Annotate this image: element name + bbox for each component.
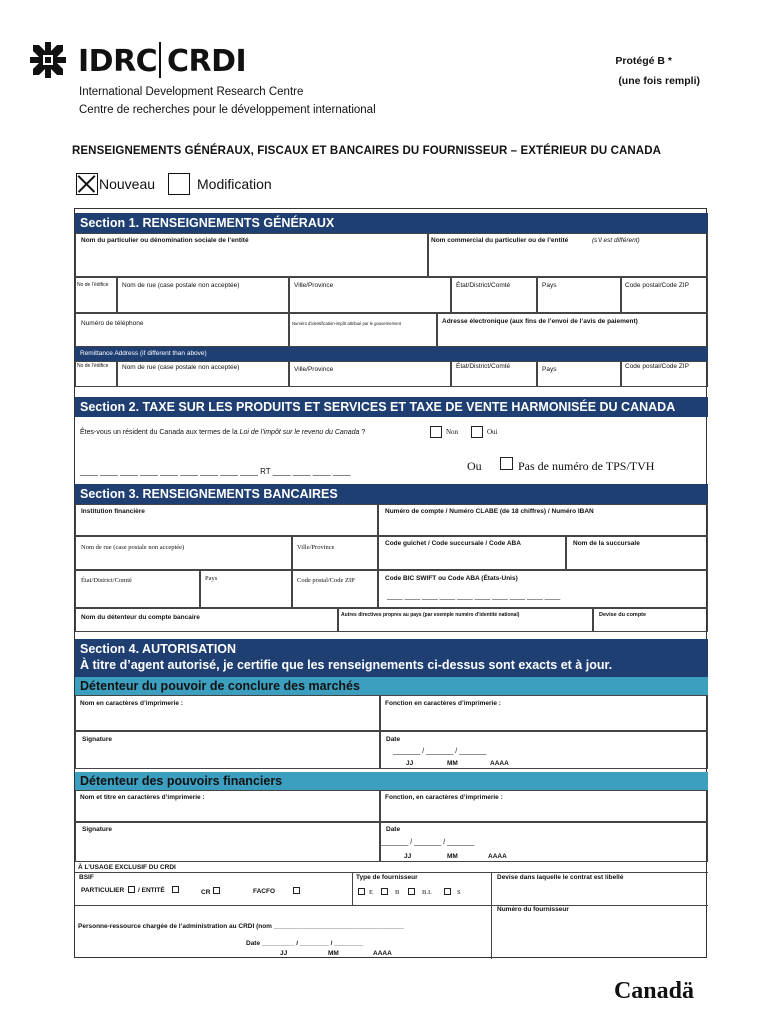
id-impot-label: Numéro d’identification-impôt attribué par le gouvernement [292, 321, 401, 326]
devise-compte-field[interactable] [593, 608, 708, 632]
resident-question-a: Êtes-vous un résident du Canada aux termes de la [80, 429, 240, 436]
usage-vline-1 [352, 872, 353, 905]
bank-pays-label: Pays [205, 575, 218, 582]
compte-label: Numéro de compte / Numéro CLABE (de 18 chiffres) / Numéro IBAN [385, 508, 594, 515]
usage-title: À L’USAGE EXCLUSIF DU CRDI [78, 864, 176, 871]
protection-level: Protégé B * [615, 55, 672, 67]
cr-label: CR [201, 889, 211, 896]
rt-number-line[interactable]: ____ ____ ____ ____ ____ ____ ____ ____ ____ RT ____ ____ ____ ____ [80, 467, 351, 476]
nom-succursale-label: Nom de la succursale [573, 540, 640, 547]
logo-idrc: IDRC [78, 44, 158, 79]
type-b-checkbox[interactable] [381, 888, 388, 895]
financiers-subheader: Détenteur des pouvoirs financiers [75, 772, 708, 790]
marches-fonction-label: Fonction en caractères d’imprimerie : [385, 700, 501, 707]
financiers-date-field[interactable] [380, 822, 708, 862]
usage-jj: JJ [280, 950, 288, 957]
nom-particulier-field[interactable] [75, 233, 428, 277]
modification-label: Modification [197, 176, 272, 192]
marches-subheader: Détenteur du pouvoir de conclure des marchés [75, 677, 708, 695]
pas-tps-checkbox[interactable] [500, 457, 513, 470]
section-2-header: Section 2. TAXE SUR LES PRODUITS ET SERVICES ET TAXE DE VENTE HARMONISÉE DU CANADA [75, 397, 708, 417]
cr-checkbox[interactable] [213, 887, 220, 894]
financiers-nom-field[interactable] [75, 790, 380, 822]
section-4-header [75, 639, 708, 677]
bank-etat-label: État/District/Comté [81, 577, 132, 584]
marches-date-field[interactable] [380, 731, 708, 769]
type-bi-checkbox[interactable] [408, 888, 415, 895]
detenteur-label: Nom du détenteur du compte bancaire [81, 614, 200, 621]
no-edifice-field[interactable] [75, 277, 117, 313]
devise-compte-label: Devise du compte [599, 612, 647, 618]
bank-etat-field[interactable] [75, 570, 200, 608]
resident-question-law: Loi de l’impôt sur le revenu du Canada [239, 429, 360, 436]
resident-question [80, 429, 365, 436]
pas-tps-label: Pas de numéro de TPS/TVH [518, 459, 655, 473]
type-e-checkbox[interactable] [358, 888, 365, 895]
bank-pays-field[interactable] [200, 570, 292, 608]
type-s-label: S [457, 889, 461, 896]
marches-mm: MM [447, 760, 458, 767]
usage-vline-2 [491, 872, 492, 959]
ville-2-label: Ville/Province [294, 366, 334, 373]
usage-divider [75, 872, 708, 873]
no-edifice-2-field[interactable] [75, 361, 117, 387]
autres-directives-label: Autres directives propres au pays (par exemple numéro d’identité national) [341, 612, 520, 618]
marches-signature-label: Signature [82, 736, 112, 743]
logo-divider [159, 42, 161, 78]
swift-line: ____ ____ ____ ____ ____ ____ ____ ____ ____ ____ [387, 593, 561, 600]
telephone-field[interactable] [75, 313, 289, 347]
institution-field[interactable] [75, 504, 378, 536]
financiers-nom-label: Nom et titre en caractères d’imprimerie : [80, 794, 205, 801]
form-title: RENSEIGNEMENTS GÉNÉRAUX, FISCAUX ET BANCAIRES DU FOURNISSEUR – EXTÉRIEUR DU CANADA [72, 145, 662, 157]
detenteur-field[interactable] [75, 608, 338, 632]
etat-2-label: État/District/Comté [456, 363, 511, 370]
section-4-title: Section 4. AUTORISATION [80, 642, 237, 656]
financiers-fonction-field[interactable] [380, 790, 708, 822]
usage-mm: MM [328, 950, 339, 957]
telephone-label: Numéro de téléphone [81, 320, 144, 327]
personne-label[interactable]: Personne-ressource chargée de l’administration au CRDI (nom ____________________________________ [78, 923, 404, 930]
nom-commercial-field[interactable] [428, 233, 708, 277]
nom-rue-field[interactable] [117, 277, 289, 313]
compte-field[interactable] [378, 504, 708, 536]
courriel-field[interactable] [437, 313, 708, 347]
code-postal-2-label: Code postal/Code ZIP [625, 363, 689, 370]
autres-directives-field[interactable] [338, 608, 593, 632]
pays-field[interactable] [537, 277, 621, 313]
no-edifice-2-label: No de l’édifice [77, 363, 109, 369]
type-s-checkbox[interactable] [444, 888, 451, 895]
code-postal-2-field[interactable] [621, 361, 708, 387]
nom-commercial-label: Nom commercial du particulier ou de l’entité [431, 237, 569, 244]
type-fournisseur-label: Type de fournisseur [356, 874, 418, 881]
ville-field[interactable] [289, 277, 451, 313]
type-e-label: E [369, 889, 373, 896]
org-name-fr: Centre de recherches pour le développement international [79, 104, 376, 116]
section-4-certify: À titre d’agent autorisé, je certifie que les renseignements ci-dessus sont exacts et à jour. [80, 658, 613, 672]
ville-2-field[interactable] [289, 361, 451, 387]
no-edifice-label: No de l’édifice [77, 282, 109, 288]
code-postal-label: Code postal/Code ZIP [625, 282, 689, 289]
code-postal-field[interactable] [621, 277, 708, 313]
id-impot-field[interactable] [289, 313, 437, 347]
swift-field[interactable] [378, 570, 708, 608]
bank-nom-rue-field[interactable] [75, 536, 292, 570]
marches-signature-field[interactable] [75, 731, 380, 769]
bank-code-postal-label: Code postal/Code ZIP [297, 577, 355, 584]
bank-code-postal-field[interactable] [292, 570, 378, 608]
financiers-signature-label: Signature [82, 826, 112, 833]
usage-divider-2 [75, 905, 708, 906]
particulier-checkbox[interactable] [128, 886, 135, 893]
marches-date-line: _______ / _______ / _______ [393, 748, 487, 755]
nom-particulier-label: Nom du particulier ou dénomination sociale de l’entité [81, 237, 249, 244]
usage-date-line[interactable]: Date _________ / ________ / ________ [246, 940, 364, 947]
idrc-star-logo-icon [30, 42, 66, 78]
marches-fonction-field[interactable] [380, 695, 708, 731]
etat-label: État/District/Comté [456, 282, 511, 289]
code-guichet-field[interactable] [378, 536, 566, 570]
nom-rue-label: Nom de rue (case postale non acceptée) [122, 282, 240, 289]
nom-succursale-field[interactable] [566, 536, 708, 570]
etat-2-field[interactable] [451, 361, 537, 387]
swift-label: Code BIC SWIFT ou Code ABA (États-Unis) [385, 575, 518, 582]
financiers-jj: JJ [404, 853, 412, 860]
nouveau-checkbox[interactable] [76, 173, 98, 195]
devise-contrat-label: Devise dans laquelle le contrat est libellé [497, 874, 624, 881]
bsif-label: BSIF [79, 874, 94, 881]
resident-non-label: Non [446, 428, 459, 436]
usage-aaaa: AAAA [373, 950, 392, 957]
bank-nom-rue-label: Nom de rue (case postale non acceptée) [81, 544, 185, 551]
financiers-aaaa: AAAA [488, 853, 507, 860]
institution-label: Institution financière [81, 508, 145, 515]
type-bi-label: B.I. [422, 889, 432, 896]
org-name-en: International Development Research Centre [79, 86, 304, 98]
resident-oui-label: Oui [487, 428, 498, 436]
marches-nom-label: Nom en caractères d’imprimerie : [80, 700, 183, 707]
entite-label: / ENTITÉ [138, 887, 165, 894]
nom-rue-2-field[interactable] [117, 361, 289, 387]
code-guichet-label: Code guichet / Code succursale / Code ABA [385, 540, 521, 547]
pays-label: Pays [542, 282, 557, 289]
bank-ville-label: Ville/Province [297, 544, 335, 551]
section-3-header: Section 3. RENSEIGNEMENTS BANCAIRES [75, 484, 708, 504]
resident-question-b: ? [359, 429, 366, 436]
ou-label: Ou [467, 459, 482, 473]
protection-note: (une fois rempli) [618, 75, 700, 87]
marches-aaaa: AAAA [490, 760, 509, 767]
type-b-label: B [395, 889, 400, 896]
canada-wordmark: Canadä [613, 978, 694, 1004]
marches-jj: JJ [406, 760, 414, 767]
financiers-signature-field[interactable] [75, 822, 380, 862]
etat-field[interactable] [451, 277, 537, 313]
remittance-bar [75, 347, 708, 361]
nouveau-label: Nouveau [99, 176, 156, 192]
financiers-date-line: _______ / _______ / _______ [381, 839, 475, 846]
logo-crdi: CRDI [167, 44, 247, 79]
marches-date-label: Date [386, 736, 401, 743]
supplier-form [74, 208, 707, 958]
financiers-date-label: Date [386, 826, 401, 833]
financiers-mm: MM [447, 853, 458, 860]
financiers-fonction-label: Fonction, en caractères d’imprimerie : [385, 794, 503, 801]
nom-commercial-note: (s’il est différent) [592, 237, 640, 244]
resident-oui-checkbox[interactable] [471, 426, 483, 438]
courriel-label: Adresse électronique (aux fins de l’envoi de l’avis de paiement) [442, 318, 638, 325]
facfo-checkbox[interactable] [293, 887, 300, 894]
particulier-label: PARTICULIER [81, 887, 125, 894]
modification-checkbox[interactable] [168, 173, 190, 195]
pays-2-field[interactable] [537, 361, 621, 387]
remittance-label: Remittance Address (if different than above) [80, 350, 207, 357]
entite-checkbox[interactable] [172, 886, 179, 893]
section-1-header: Section 1. RENSEIGNEMENTS GÉNÉRAUX [75, 213, 708, 233]
num-fournisseur-label: Numéro du fournisseur [497, 906, 569, 913]
marches-nom-field[interactable] [75, 695, 380, 731]
bank-ville-field[interactable] [292, 536, 378, 570]
facfo-label: FACFO [253, 888, 276, 895]
nom-rue-2-label: Nom de rue (case postale non acceptée) [122, 364, 240, 371]
pays-2-label: Pays [542, 366, 557, 373]
ville-label: Ville/Province [294, 282, 334, 289]
resident-non-checkbox[interactable] [430, 426, 442, 438]
